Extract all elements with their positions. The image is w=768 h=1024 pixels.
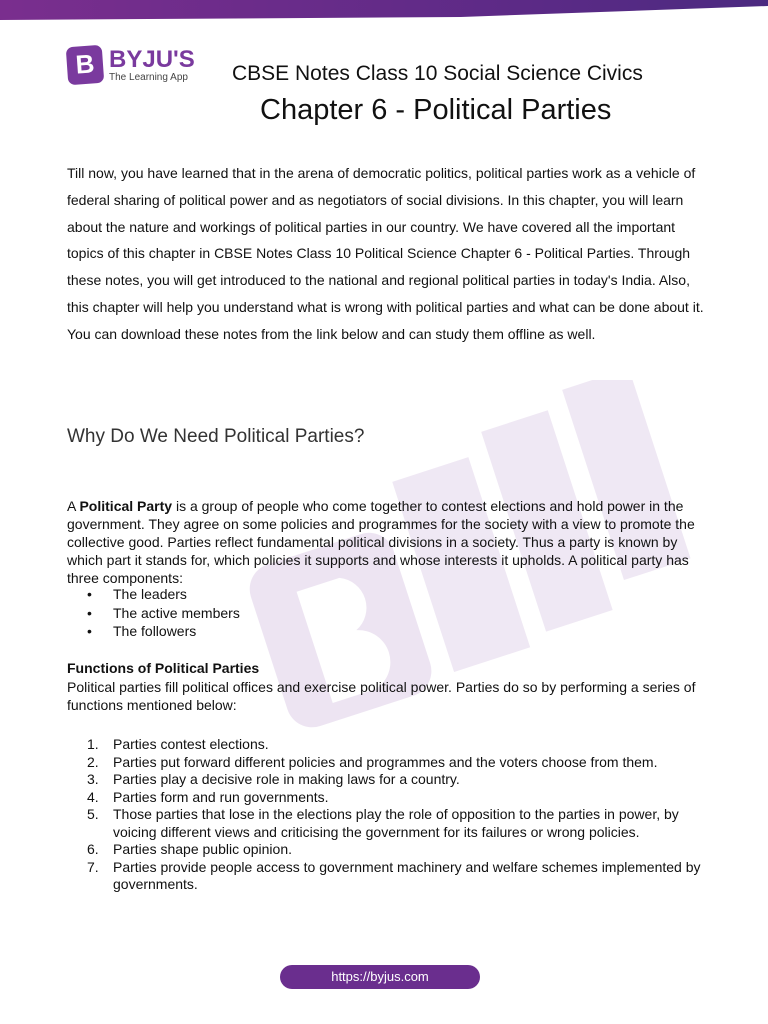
list-item	[67, 754, 707, 772]
list-item	[67, 736, 707, 754]
item-number: 1.	[87, 736, 99, 752]
item-text: Parties contest elections.	[113, 736, 269, 752]
logo-letter: B	[74, 48, 96, 80]
item-text: Parties form and run governments.	[113, 788, 329, 805]
item-text: Parties provide people access to government machinery and welfare schemes implemented by governments.	[113, 858, 701, 892]
item-number: 7.	[87, 858, 99, 875]
logo-mark	[66, 45, 105, 85]
term-political-party: Political Party	[79, 498, 173, 514]
item-number: 3.	[87, 771, 99, 787]
item-text: Parties put forward different policies and programmes and the voters choose from them.	[113, 753, 658, 770]
byjus-logo	[67, 46, 217, 88]
section-heading-why-parties: Why Do We Need Political Parties?	[67, 426, 365, 447]
document-subtitle: CBSE Notes Class 10 Social Science Civics	[232, 62, 643, 85]
list-item	[67, 841, 707, 859]
item-number: 4.	[87, 788, 99, 805]
logo-tagline: The Learning App	[109, 72, 188, 83]
political-party-definition	[67, 497, 707, 587]
list-item: • The active members	[67, 604, 240, 623]
top-banner-bar	[0, 0, 768, 20]
item-text: Parties play a decisive role in making laws for a country.	[113, 771, 460, 787]
para-rest: is a group of people who come together to contest elections and hold power in the government. They agree on some policies and programmes for the society with a view to promote the collective good. Parties reflect fundamental political divisions in a society. Thus a party is known by which part it stands for, which policies it supports and whose interests it upholds. A political party has three components:	[67, 498, 695, 586]
list-item: • The followers	[67, 622, 240, 641]
list-item	[67, 806, 707, 841]
section-heading-functions: Functions of Political Parties	[67, 660, 260, 676]
item-number: 2.	[87, 753, 99, 770]
document-title: Chapter 6 - Political Parties	[260, 94, 612, 126]
list-item: • The leaders	[67, 585, 240, 604]
item-number: 6.	[87, 841, 99, 857]
item-text: Those parties that lose in the elections play the role of opposition to the parties in power, by voicing different views and criticising the government for its failures or wrong policies.	[113, 806, 679, 840]
list-item	[67, 771, 707, 789]
components-list	[67, 585, 240, 641]
item-text: Parties shape public opinion.	[113, 841, 293, 857]
functions-intro: Political parties fill political offices and exercise political power. Parties do so by performing a series of functions mentioned below:	[67, 679, 696, 713]
list-item	[67, 859, 707, 894]
para-prefix: A	[67, 498, 80, 514]
functions-list	[67, 736, 707, 894]
footer-link[interactable]: https://byjus.com	[280, 965, 480, 989]
logo-brand-name: BYJU'S	[109, 46, 195, 73]
list-item	[67, 789, 707, 807]
item-number: 5.	[87, 806, 99, 822]
intro-paragraph: Till now, you have learned that in the arena of democratic politics, political parties work as a vehicle of federal sharing of political power and as negotiators of social divisions. In this chapter, you will learn about the nature and workings of political parties in our country. We have covered all the important topics of this chapter in CBSE Notes Class 10 Political Science Chapter 6 - Political Parties. Through these notes, you will get introduced to the national and regional political parties in today's India. Also, this chapter will help you understand what is wrong with political parties and what can be done about it. You can download these notes from the link below and can study them offline as well.	[67, 165, 704, 342]
